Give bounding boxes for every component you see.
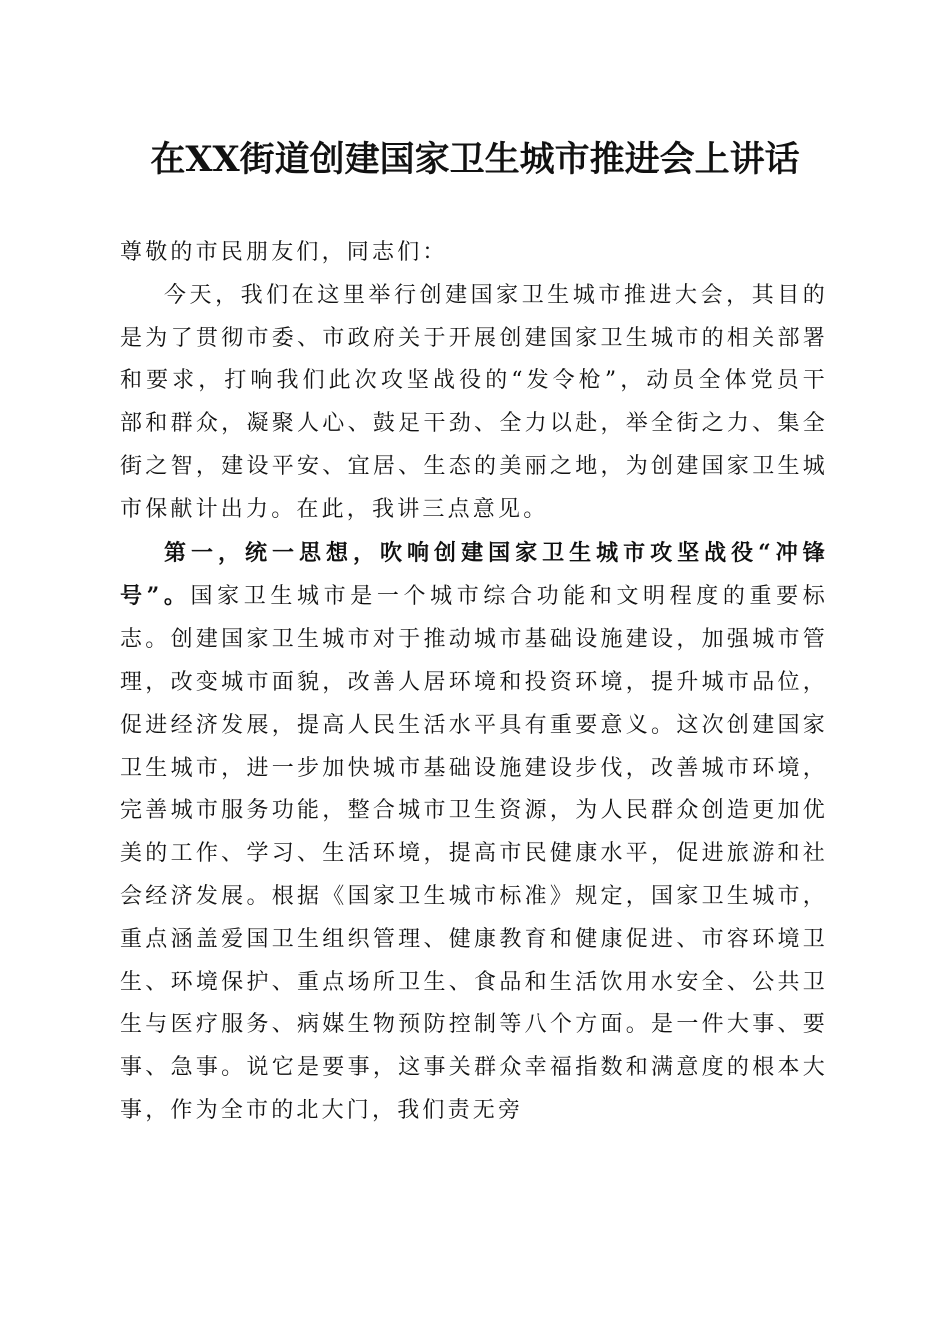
point-one-heading: 第一，统一思想，吹响创建国家卫生城市攻坚战役“冲锋号”。 [120,539,828,610]
document-body [120,232,828,1133]
paragraph-point-one [120,532,828,1133]
point-one-text: 国家卫生城市是一个城市综合功能和文明程度的重要标志。创建国家卫生城市对于推动城市基础设施建设，加强城市管理，改变城市面貌，改善人居环境和投资环境，提升城市品位，促进经济发展，提高人民生活水平具有重要意义。这次创建国家卫生城市，进一步加快城市基础设施建设步伐，改善城市环境，完善城市服务功能，整合城市卫生资源，为人民群众创造更加优美的工作、学习、生活环境，提高市民健康水平，促进旅游和社会经济发展。根据《国家卫生城市标准》规定，国家卫生城市，重点涵盖爱国卫生组织管理、健康教育和健康促进、市容环境卫生、环境保护、重点场所卫生、食品和生活饮用水安全、公共卫生与医疗服务、病媒生物预防控制等八个方面。是一件大事、要事、急事。说它是要事，这事关群众幸福指数和满意度的根本大事，作为全市的北大门，我们责无旁 [120,584,828,1123]
document-title: 在XX街道创建国家卫生城市推进会上讲话 [150,139,800,180]
paragraph-intro: 今天，我们在这里举行创建国家卫生城市推进大会，其目的是为了贯彻市委、市政府关于开展创建国家卫生城市的相关部署和要求，打响我们此次攻坚战役的“发令枪”，动员全体党员干部和群众，凝聚人心、鼓足干劲、全力以赴，举全街之力、集全街之智，建设平安、宜居、生态的美丽之地，为创建国家卫生城市保献计出力。在此，我讲三点意见。 [120,282,828,522]
salutation: 尊敬的市民朋友们，同志们： [120,240,448,265]
